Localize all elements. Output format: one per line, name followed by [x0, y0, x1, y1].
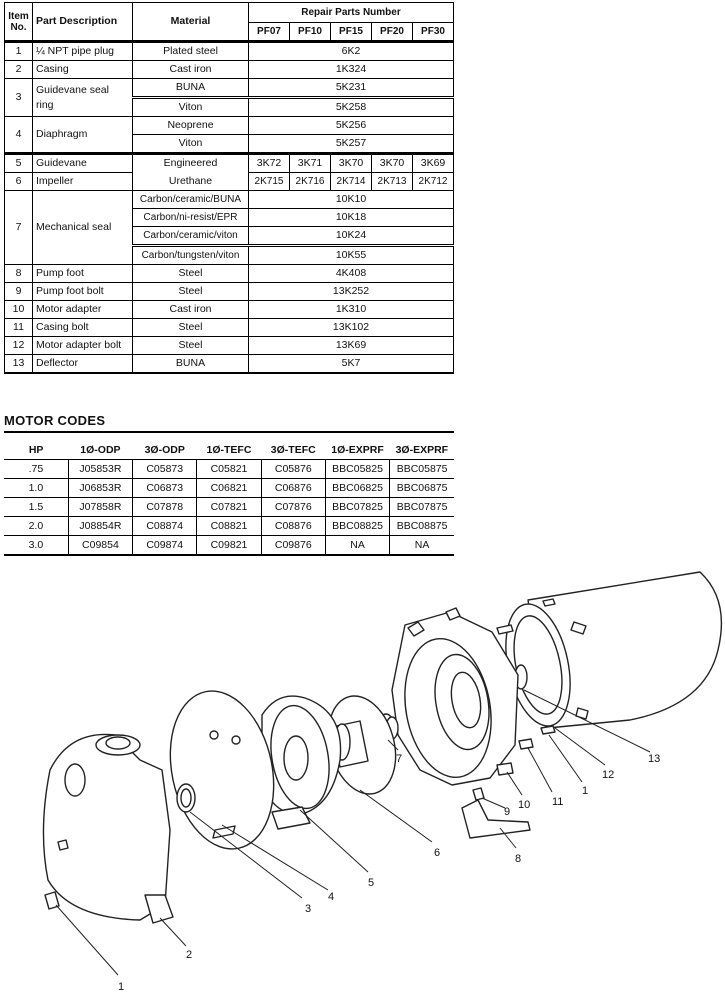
table-row	[5, 117, 454, 135]
table-row	[5, 337, 454, 355]
motor-code: NA	[390, 536, 454, 556]
table-row	[4, 498, 454, 517]
item-no-header: Item No.	[5, 3, 33, 42]
part-number: 3K69	[413, 154, 454, 173]
material: Engineered	[133, 154, 249, 173]
callout-13: 13	[648, 753, 661, 765]
motor-code: C09821	[197, 536, 261, 556]
part-number: 1K310	[249, 301, 454, 319]
item-number: 10	[5, 301, 33, 319]
material: Viton	[133, 135, 249, 154]
guidevane	[262, 696, 341, 829]
exploded-pump-diagram	[0, 570, 725, 992]
motor-code: C06873	[133, 479, 197, 498]
part-number: 4K408	[249, 265, 454, 283]
material: BUNA	[133, 355, 249, 374]
part-number: 13K252	[249, 283, 454, 301]
table-row	[5, 191, 454, 209]
hp-cell: 3.0	[4, 536, 68, 556]
part-number: 2K712	[413, 173, 454, 191]
part-description-header: Part Description	[33, 3, 133, 42]
model-header-pf15: PF15	[331, 23, 372, 42]
part-number: 10K10	[249, 191, 454, 209]
callout-8: 8	[515, 853, 522, 865]
part-number: 13K69	[249, 337, 454, 355]
motor-code: J05853R	[68, 460, 132, 479]
motor-header-3ph-exprf: 3Ø-EXPRF	[390, 441, 454, 460]
material: BUNA	[133, 79, 249, 98]
table-row	[5, 79, 454, 98]
item-number: 9	[5, 283, 33, 301]
part-number: 5K256	[249, 117, 454, 135]
item-number: 7	[5, 191, 33, 265]
motor-header-1ph-odp: 1Ø-ODP	[68, 441, 132, 460]
motor-code: C05876	[261, 460, 325, 479]
material: Cast iron	[133, 61, 249, 79]
motor-codes-table	[4, 441, 454, 556]
motor-code: BBC08825	[325, 517, 389, 536]
motor-header-1ph-exprf: 1Ø-EXPRF	[325, 441, 389, 460]
part-number: 2K715	[249, 173, 290, 191]
hp-cell: .75	[4, 460, 68, 479]
model-header-pf30: PF30	[413, 23, 454, 42]
item-number: 1	[5, 42, 33, 61]
motor-code: BBC05825	[325, 460, 389, 479]
table-row	[5, 173, 454, 191]
part-number: 5K258	[249, 98, 454, 117]
callout-2: 2	[186, 949, 193, 961]
motor-code: C08821	[197, 517, 261, 536]
material: Steel	[133, 283, 249, 301]
motor-code: C05873	[133, 460, 197, 479]
table-row	[4, 460, 454, 479]
part-number: 6K2	[249, 42, 454, 61]
material-header: Material	[133, 3, 249, 42]
material: Steel	[133, 265, 249, 283]
motor-code: BBC07825	[325, 498, 389, 517]
part-number: 3K72	[249, 154, 290, 173]
motor-code: C06821	[197, 479, 261, 498]
part-number: 10K18	[249, 209, 454, 227]
motor-header-3ph-tefc: 3Ø-TEFC	[261, 441, 325, 460]
part-description: Motor adapter bolt	[33, 337, 133, 355]
repair-parts-number-header: Repair Parts Number	[249, 3, 454, 23]
part-number: 5K7	[249, 355, 454, 374]
motor-code: BBC05875	[390, 460, 454, 479]
part-number: 3K71	[290, 154, 331, 173]
part-number: 3K70	[372, 154, 413, 173]
part-description: Guidevane	[33, 154, 133, 173]
callout-5: 5	[368, 877, 375, 889]
model-header-pf20: PF20	[372, 23, 413, 42]
motor-code: C06876	[261, 479, 325, 498]
casing	[43, 734, 173, 923]
motor-code: C08876	[261, 517, 325, 536]
callout-10: 10	[518, 799, 531, 811]
callout-4: 4	[328, 891, 335, 903]
motor-code: C09854	[68, 536, 132, 556]
part-description: Casing bolt	[33, 319, 133, 337]
table-row	[4, 479, 454, 498]
hp-cell: 1.0	[4, 479, 68, 498]
item-number: 12	[5, 337, 33, 355]
material: Steel	[133, 319, 249, 337]
material: Carbon/ni-resist/EPR	[133, 209, 249, 227]
motor-header-3ph-odp: 3Ø-ODP	[133, 441, 197, 460]
motor-code: C08874	[133, 517, 197, 536]
item-number: 11	[5, 319, 33, 337]
motor-code: BBC06875	[390, 479, 454, 498]
part-description: Pump foot	[33, 265, 133, 283]
repair-parts-table	[4, 2, 454, 374]
motor-code: BBC06825	[325, 479, 389, 498]
hp-cell: 2.0	[4, 517, 68, 536]
table-row	[5, 283, 454, 301]
motor-header-1ph-tefc: 1Ø-TEFC	[197, 441, 261, 460]
part-description: Diaphragm	[33, 117, 133, 154]
table-row	[5, 355, 454, 374]
part-number: 2K713	[372, 173, 413, 191]
item-number: 3	[5, 79, 33, 117]
motor-code: C07878	[133, 498, 197, 517]
motor-code: NA	[325, 536, 389, 556]
motor-code: C07876	[261, 498, 325, 517]
part-number: 5K231	[249, 79, 454, 98]
part-description: Pump foot bolt	[33, 283, 133, 301]
table-row	[4, 536, 454, 556]
callout-6: 6	[434, 847, 441, 859]
callout-3: 3	[305, 903, 312, 915]
material: Viton	[133, 98, 249, 117]
part-description: Guidevane seal ring	[33, 79, 133, 117]
part-number: 2K714	[331, 173, 372, 191]
part-description: Deflector	[33, 355, 133, 374]
part-number: 13K102	[249, 319, 454, 337]
motor-code: J06853R	[68, 479, 132, 498]
callout-1b: 1	[582, 785, 589, 797]
guidevane-seal-ring	[177, 784, 195, 812]
motor-code: C07821	[197, 498, 261, 517]
item-number: 6	[5, 173, 33, 191]
motor-codes-title: MOTOR CODES	[4, 413, 106, 428]
material: Cast iron	[133, 301, 249, 319]
item-number: 2	[5, 61, 33, 79]
motor-header-hp: HP	[4, 441, 68, 460]
model-header-pf07: PF07	[249, 23, 290, 42]
callout-1a: 1	[118, 981, 125, 992]
material: Steel	[133, 337, 249, 355]
motor-code: J07858R	[68, 498, 132, 517]
table-row	[4, 517, 454, 536]
item-number: 13	[5, 355, 33, 374]
motor-code: J08854R	[68, 517, 132, 536]
table-row	[5, 319, 454, 337]
model-header-pf10: PF10	[290, 23, 331, 42]
title-divider	[4, 431, 454, 433]
part-description: Impeller	[33, 173, 133, 191]
motor-code: C09876	[261, 536, 325, 556]
material: Carbon/ceramic/viton	[133, 227, 249, 246]
material: Neoprene	[133, 117, 249, 135]
callout-7: 7	[396, 753, 403, 765]
callout-9: 9	[504, 806, 511, 818]
part-number: 3K70	[331, 154, 372, 173]
part-number: 10K55	[249, 246, 454, 265]
part-description: Mechanical seal	[33, 191, 133, 265]
part-description: Casing	[33, 61, 133, 79]
callout-11: 11	[552, 796, 564, 808]
part-number: 1K324	[249, 61, 454, 79]
part-description: Motor adapter	[33, 301, 133, 319]
pump-foot	[462, 788, 530, 838]
table-row	[5, 265, 454, 283]
motor-code: BBC08875	[390, 517, 454, 536]
material: Plated steel	[133, 42, 249, 61]
part-description: ¼ NPT pipe plug	[33, 42, 133, 61]
item-number: 4	[5, 117, 33, 154]
table-row	[5, 154, 454, 173]
callout-12: 12	[602, 769, 615, 781]
item-number: 5	[5, 154, 33, 173]
motor-code: BBC07875	[390, 498, 454, 517]
material: Carbon/ceramic/BUNA	[133, 191, 249, 209]
material: Carbon/tungsten/viton	[133, 246, 249, 265]
table-row	[5, 42, 454, 61]
table-row	[5, 301, 454, 319]
table-row	[5, 61, 454, 79]
motor-code: C05821	[197, 460, 261, 479]
hp-cell: 1.5	[4, 498, 68, 517]
part-number: 10K24	[249, 227, 454, 246]
item-number: 8	[5, 265, 33, 283]
part-number: 2K716	[290, 173, 331, 191]
material: Urethane	[133, 173, 249, 191]
part-number: 5K257	[249, 135, 454, 154]
motor	[496, 572, 722, 732]
motor-code: C09874	[133, 536, 197, 556]
